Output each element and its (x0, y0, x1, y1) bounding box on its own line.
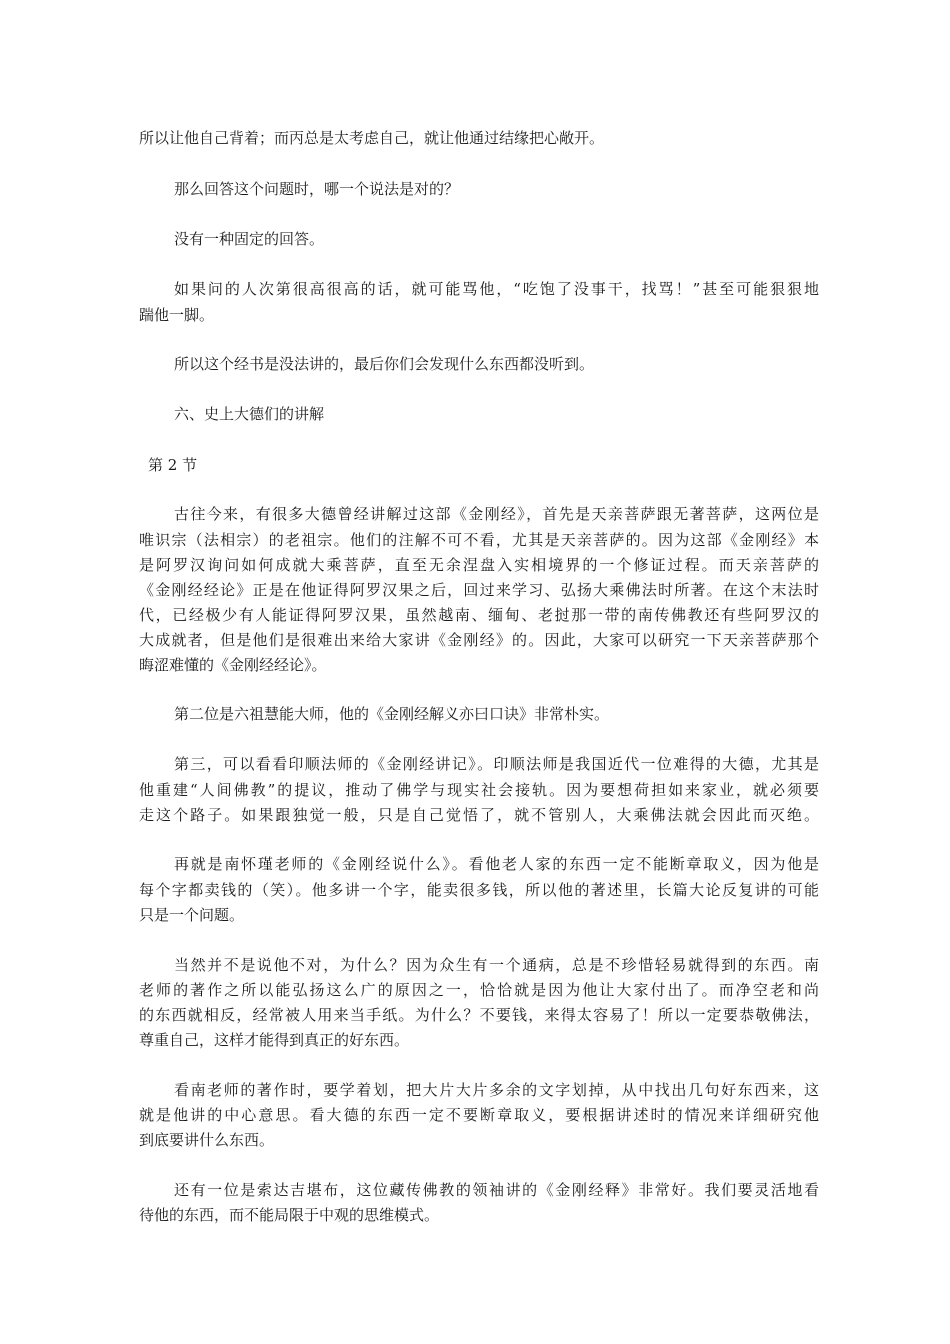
text-line: 没有一种固定的回答。 (174, 230, 325, 248)
text-line: 还有一位是索达吉堪布，这位藏传佛教的领袖讲的《金刚经释》非常好。我们要灵活地看 (174, 1181, 819, 1199)
text-line: 每个字都卖钱的（笑）。他多讲一个字，能卖很多钱，所以他的著述里，长篇大论反复讲的可能 (139, 881, 819, 899)
text-line: 第三，可以看看印顺法师的《金刚经讲记》。印顺法师是我国近代一位难得的大德，尤其是 (174, 755, 819, 773)
text-line: 晦涩难懂的《金刚经经论》。 (139, 656, 327, 674)
text-line: 所以这个经书是没法讲的，最后你们会发现什么东西都没听到。 (174, 355, 595, 373)
text-line: 就是他讲的中心意思。看大德的东西一定不要断章取义，要根据讲述时的情况来详细研究他 (139, 1106, 819, 1124)
text-line: 只是一个问题。 (139, 906, 245, 924)
text-line: 踹他一脚。 (139, 306, 215, 324)
text-line: 老师的著作之所以能弘扬这么广的原因之一，恰恰就是因为他让大家付出了。而净空老和尚 (139, 981, 819, 999)
text-line: 古往今来，有很多大德曾经讲解过这部《金刚经》，首先是天亲菩萨跟无著菩萨，这两位是 (174, 505, 819, 523)
text-line: 唯识宗（法相宗）的老祖宗。他们的注解不可不看，尤其是天亲菩萨的。因为这部《金刚经》本 (139, 531, 819, 549)
text-line: 尊重自己，这样才能得到真正的好东西。 (139, 1031, 410, 1049)
text-line: 再就是南怀瑾老师的《金刚经说什么》。看他老人家的东西一定不能断章取义，因为他是 (174, 855, 819, 873)
text-line: 代，已经极少有人能证得阿罗汉果，虽然越南、缅甸、老挝那一带的南传佛教还有些阿罗汉的 (139, 606, 819, 624)
text-line: 如果问的人次第很高很高的话，就可能骂他，“吃饱了没事干，找骂！”甚至可能狠狠地 (174, 280, 819, 298)
text-line: 的东西就相反，经常被人用来当手纸。为什么？不要钱，来得太容易了！所以一定要恭敬佛法， (139, 1006, 819, 1024)
text-line: 第二位是六祖慧能大师，他的《金刚经解义亦曰口诀》非常朴实。 (174, 705, 610, 723)
text-line: 大成就者，但是他们是很难出来给大家讲《金刚经》的。因此，大家可以研究一下天亲菩萨那个 (139, 631, 819, 649)
section-number: 第 2 节 (148, 456, 198, 474)
text-line: 待他的东西，而不能局限于中观的思维模式。 (139, 1206, 440, 1224)
text-line: 到底要讲什么东西。 (139, 1131, 275, 1149)
text-line: 当然并不是说他不对，为什么？因为众生有一个通病，总是不珍惜轻易就得到的东西。南 (174, 956, 819, 974)
text-line: 那么回答这个问题时，哪一个说法是对的？ (174, 180, 460, 198)
text-line: 看南老师的著作时，要学着划，把大片大片多余的文字划掉，从中找出几句好东西来，这 (174, 1081, 819, 1099)
section-heading: 六、史上大德们的讲解 (174, 405, 325, 423)
text-line: 是阿罗汉询问如何成就大乘菩萨，直至无余涅盘入实相境界的一个修证过程。而天亲菩萨的 (139, 556, 819, 574)
text-line: 走这个路子。如果跟独觉一般，只是自己觉悟了，就不管别人，大乘佛法就会因此而灭绝。 (139, 806, 819, 824)
text-line: 他重建“人间佛教”的提议，推动了佛学与现实社会接轨。因为要想荷担如来家业，就必须要 (139, 781, 819, 799)
text-line: 《金刚经经论》正是在他证得阿罗汉果之后，回过来学习、弘扬大乘佛法时所著。在这个末法时 (139, 581, 819, 599)
text-line: 所以让他自己背着；而丙总是太考虑自己，就让他通过结缘把心敞开。 (139, 129, 605, 147)
